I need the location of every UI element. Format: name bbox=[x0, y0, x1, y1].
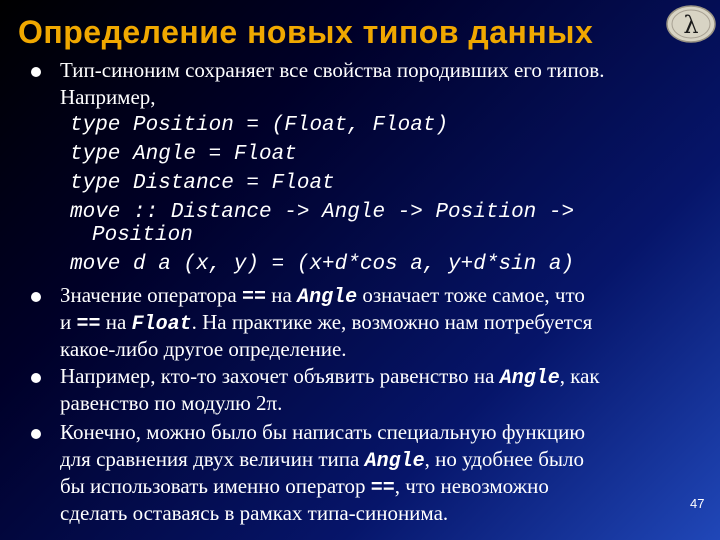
type-name: Angle bbox=[364, 450, 425, 473]
bullet2-text: . На практике же, возможно нам потребуется bbox=[191, 310, 593, 334]
slide-title: Определение новых типов данных bbox=[18, 14, 594, 50]
bullet4-text: , но удобнее было bbox=[424, 447, 585, 471]
lambda-logo-icon bbox=[664, 4, 716, 44]
type-name: Angle bbox=[499, 367, 560, 390]
bullet4-text-line3 bbox=[60, 474, 549, 501]
operator-eq: == bbox=[241, 286, 266, 309]
page-number: 47 bbox=[690, 496, 705, 511]
bullet4-text-line1: Конечно, можно было бы написать специальную функцию bbox=[60, 420, 586, 444]
bullet3-text: , как bbox=[559, 364, 600, 388]
slide-content bbox=[0, 58, 720, 528]
code-line-5: Position bbox=[92, 224, 193, 247]
code-line-2: type Angle = Float bbox=[70, 143, 297, 166]
bullet2-text: на bbox=[100, 310, 132, 334]
bullet-dot-icon bbox=[30, 291, 42, 303]
code-line-3: type Distance = Float bbox=[70, 172, 335, 195]
bullet-dot-icon bbox=[30, 428, 42, 440]
bullet3-text: Например, кто-то захочет объявить равенство на bbox=[60, 364, 500, 388]
bullet4-text-line4: сделать оставаясь в рамках типа-синонима. bbox=[60, 501, 449, 525]
code-line-1: type Position = (Float, Float) bbox=[70, 114, 449, 137]
bullet4-text: для сравнения двух величин типа bbox=[60, 447, 365, 471]
bullet3-text-line2: равенство по модулю 2π. bbox=[60, 391, 283, 415]
bullet2-text: Значение оператора bbox=[60, 283, 242, 307]
bullet2-text-line3: какое-либо другое определение. bbox=[60, 337, 347, 361]
type-name: Angle bbox=[297, 286, 358, 309]
bullet4-text-line2 bbox=[60, 447, 584, 474]
bullet-dot-icon bbox=[30, 372, 42, 384]
code-line-6: move d a (x, y) = (x+d*cos a, y+d*sin a) bbox=[70, 253, 575, 276]
logo-lambda-text: λ bbox=[683, 11, 699, 39]
bullet2-text: и bbox=[60, 310, 77, 334]
bullet2-text: на bbox=[266, 283, 298, 307]
bullet4-text: бы использовать именно оператор bbox=[60, 474, 371, 498]
bullet1-text-line2: Например, bbox=[60, 85, 156, 109]
operator-eq: == bbox=[76, 313, 101, 336]
bullet1-text-line1: Тип-синоним сохраняет все свойства породивших его типов. bbox=[60, 58, 605, 82]
type-name: Float bbox=[131, 313, 192, 336]
bullet4-text: , что невозможно bbox=[394, 474, 549, 498]
operator-eq: == bbox=[370, 477, 395, 500]
bullet2-text-line2 bbox=[60, 310, 592, 337]
bullet2-text: означает тоже самое, что bbox=[357, 283, 585, 307]
bullet-dot-icon bbox=[30, 66, 42, 78]
code-line-4: move :: Distance -> Angle -> Position -> bbox=[70, 201, 575, 224]
bullet3-text-line1 bbox=[60, 364, 600, 391]
bullet2-text-line1 bbox=[60, 283, 585, 310]
